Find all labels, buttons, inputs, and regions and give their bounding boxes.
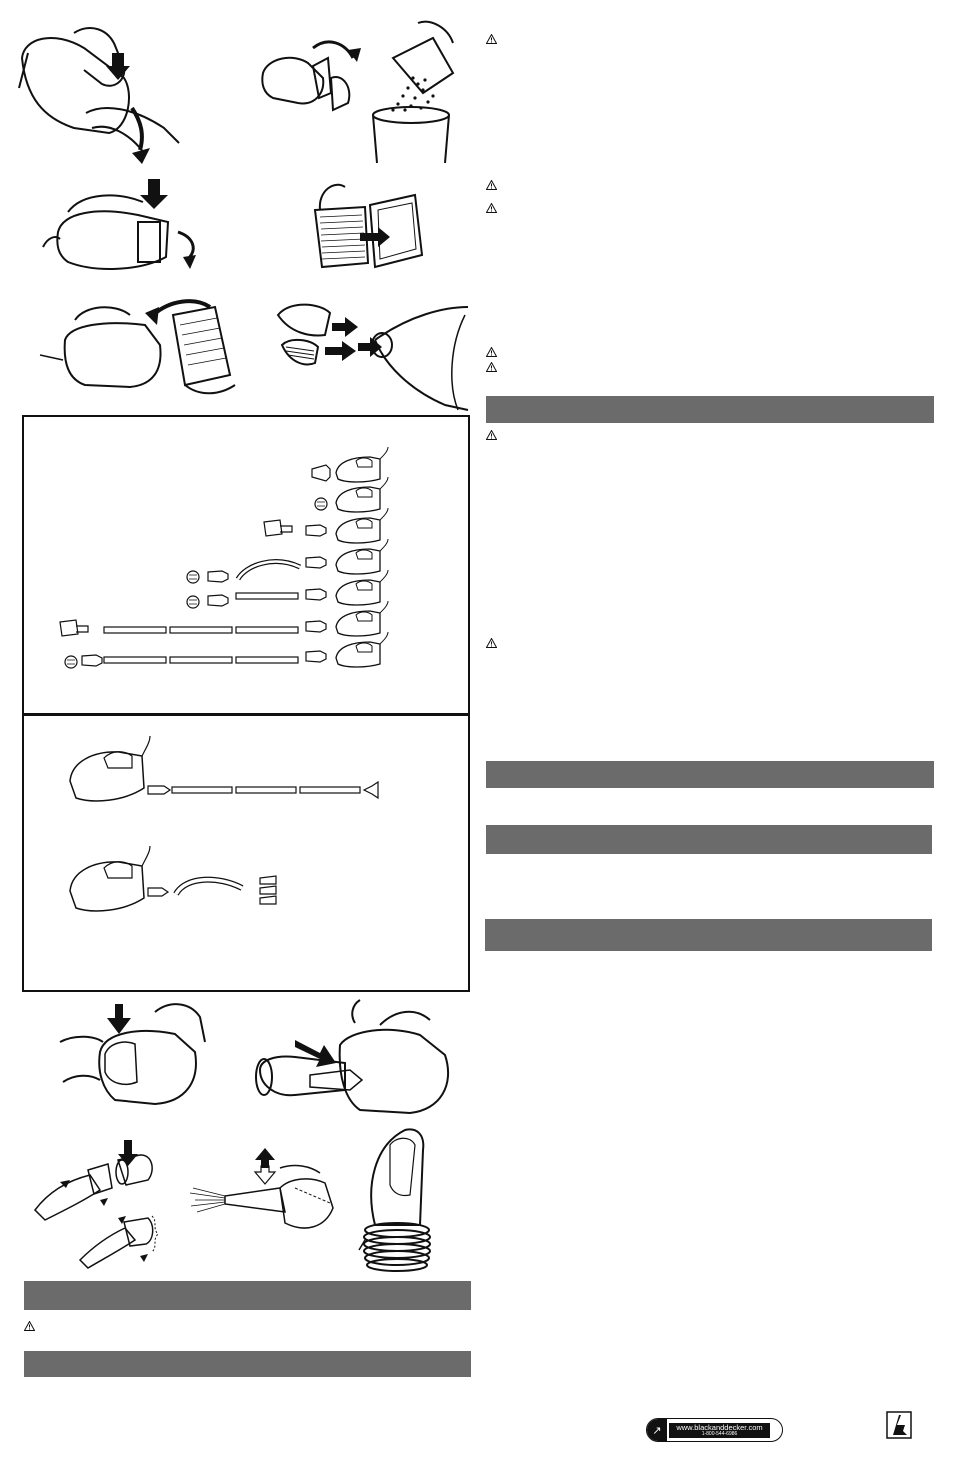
illustration-release-dustbowl xyxy=(14,18,184,168)
illustration-connect-nozzle xyxy=(30,1140,165,1275)
section-header-bar-right-3 xyxy=(486,825,932,854)
accessory-combinations-box xyxy=(22,415,470,715)
illustration-remove-filter xyxy=(38,177,208,277)
illustration-empty-dustbowl xyxy=(253,18,461,163)
illustration-attach-tools xyxy=(270,295,470,415)
section-header-bar-left-2 xyxy=(24,1351,471,1377)
arrow-icon: ↗ xyxy=(647,1419,667,1441)
illustration-blower-use xyxy=(185,1148,335,1258)
illustration-filter-frame xyxy=(300,175,435,280)
warning-triangle-icon xyxy=(24,1321,35,1331)
blower-accessories-diagram xyxy=(24,716,468,990)
warning-triangle-icon xyxy=(486,180,497,190)
blower-accessories-box xyxy=(22,714,470,992)
warning-triangle-icon xyxy=(486,203,497,213)
logo-phone: 1-800-544-6986 xyxy=(701,1430,738,1437)
illustration-attach-dustbowl xyxy=(35,285,245,403)
illustration-release-dustbowl-art xyxy=(14,18,184,168)
ul-listing-icon xyxy=(886,1411,912,1439)
accessory-combinations-diagram xyxy=(24,417,468,713)
illustration-insert-tool xyxy=(55,992,220,1112)
illustration-cord-storage xyxy=(355,1125,440,1275)
section-header-bar-right-4 xyxy=(485,919,932,951)
illustration-blower-adapter xyxy=(250,995,460,1120)
warning-triangle-icon xyxy=(486,347,497,357)
logo-text xyxy=(669,1423,770,1438)
logo-url: www.blackanddecker.com xyxy=(676,1422,763,1432)
section-header-bar-right-2 xyxy=(486,761,934,788)
warning-triangle-icon xyxy=(486,430,497,440)
section-header-bar-right-1 xyxy=(486,396,934,423)
section-header-bar-left-1 xyxy=(24,1281,471,1310)
warning-triangle-icon xyxy=(486,362,497,372)
warning-triangle-icon xyxy=(486,638,497,648)
warning-triangle-icon xyxy=(486,34,497,44)
blackanddecker-web-logo xyxy=(646,1418,783,1442)
